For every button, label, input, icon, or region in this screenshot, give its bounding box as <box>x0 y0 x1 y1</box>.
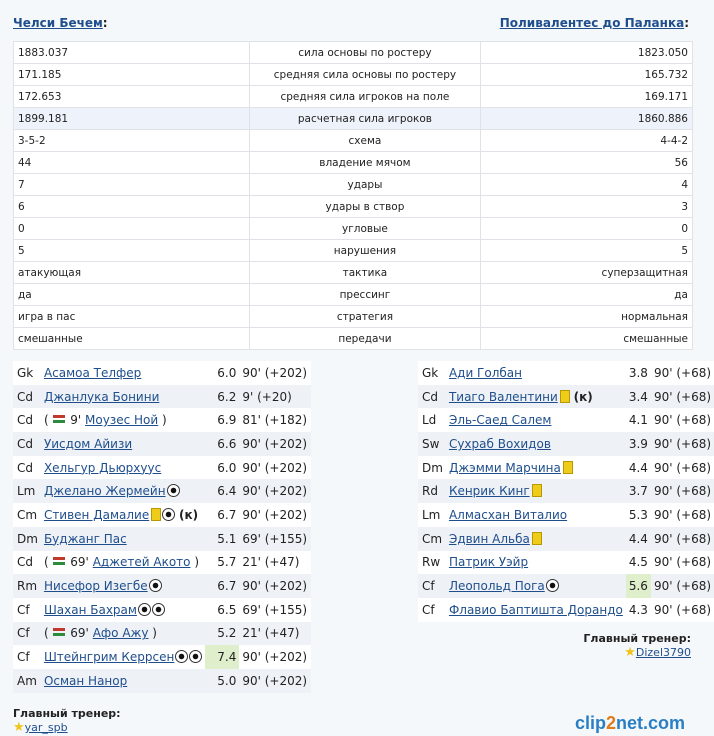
player-row <box>13 408 311 432</box>
yellow-card-icon <box>532 532 542 545</box>
player-position: Lm <box>418 503 446 527</box>
player-row <box>13 503 311 527</box>
away-stat: 0 <box>481 218 693 240</box>
player-time: 90' (+68) <box>651 574 714 598</box>
away-stat: да <box>481 284 693 306</box>
yellow-card-icon <box>151 508 161 521</box>
player-link[interactable]: Буджанг Пас <box>43 531 127 546</box>
stats-row <box>14 328 693 350</box>
player-position: Cd <box>13 432 41 456</box>
player-time: 90' (+68) <box>651 503 714 527</box>
player-time: 90' (+202) <box>239 456 311 480</box>
player-row <box>13 622 311 646</box>
stats-row <box>14 86 693 108</box>
sub-minute: 9' <box>70 413 82 428</box>
player-row <box>418 503 714 527</box>
player-link[interactable]: Аджетей Акото <box>92 555 191 570</box>
player-rating: 3.8 <box>626 361 651 385</box>
player-cell <box>446 479 626 503</box>
home-stat: 3-5-2 <box>14 130 250 152</box>
player-cell <box>446 432 626 456</box>
player-cell <box>41 361 205 385</box>
away-stat: 1860.886 <box>481 108 693 130</box>
player-position: Ld <box>418 408 446 432</box>
yellow-card-icon <box>532 484 542 497</box>
home-stat: 44 <box>14 152 250 174</box>
player-link[interactable]: Асамоа Телфер <box>43 365 142 380</box>
player-rating: 3.4 <box>626 385 651 409</box>
stat-label: схема <box>249 130 481 152</box>
stat-label: угловые <box>249 218 481 240</box>
player-cell <box>446 598 626 622</box>
stat-label: нарушения <box>249 240 481 262</box>
player-link[interactable]: Уисдом Айизи <box>43 436 133 451</box>
stats-row <box>14 240 693 262</box>
player-rating: 5.3 <box>626 503 651 527</box>
away-stat: смешанные <box>481 328 693 350</box>
player-position: Cf <box>418 598 446 622</box>
header-colon: : <box>102 16 108 30</box>
player-position: Cd <box>13 456 41 480</box>
player-link[interactable]: Алмасхан Виталио <box>448 507 568 522</box>
player-cell <box>446 503 626 527</box>
player-link[interactable]: Штейнгрим Керрсен <box>43 650 175 665</box>
away-stat: 169.171 <box>481 86 693 108</box>
player-time: 90' (+202) <box>239 669 311 693</box>
player-link[interactable]: Эль-Саед Салем <box>448 413 552 428</box>
player-cell <box>41 645 205 669</box>
home-stat: 0 <box>14 218 250 240</box>
captain-mark: (к) <box>573 389 593 404</box>
player-rating: 5.1 <box>205 527 239 551</box>
away-team-header <box>500 16 689 30</box>
player-position: Sw <box>418 432 446 456</box>
player-rating: 5.7 <box>205 551 239 575</box>
player-cell <box>41 574 205 598</box>
away-stat: 3 <box>481 196 693 218</box>
player-row <box>13 456 311 480</box>
match-stats-table <box>13 41 693 350</box>
player-cell <box>446 551 626 575</box>
player-row <box>13 479 311 503</box>
star-icon: ★ <box>13 720 25 735</box>
player-position: Cd <box>13 551 41 575</box>
player-rating: 5.6 <box>626 574 651 598</box>
player-cell <box>41 479 205 503</box>
home-stat: игра в пас <box>14 306 250 328</box>
stat-label: стратегия <box>249 306 481 328</box>
stats-row <box>14 306 693 328</box>
player-row <box>13 669 311 693</box>
player-link[interactable]: Хельгур Дьюрхуус <box>43 460 162 475</box>
yellow-card-icon <box>560 390 570 403</box>
home-stat: смешанные <box>14 328 250 350</box>
player-position: Dm <box>418 456 446 480</box>
player-time: 81' (+182) <box>239 408 311 432</box>
player-rating: 7.4 <box>205 645 239 669</box>
player-rating: 4.3 <box>626 598 651 622</box>
player-rating: 6.4 <box>205 479 239 503</box>
watermark-part: net.com <box>615 713 685 733</box>
player-rating: 3.9 <box>626 432 651 456</box>
player-rating: 4.4 <box>626 456 651 480</box>
player-cell <box>41 432 205 456</box>
player-position: Cf <box>13 645 41 669</box>
player-row <box>418 456 714 480</box>
home-stat: 5 <box>14 240 250 262</box>
player-link[interactable]: Стивен Дамалие <box>43 507 150 522</box>
home-coach-link[interactable]: yar_spb <box>24 721 68 734</box>
away-lineup-table <box>418 361 714 622</box>
sub-open-paren: ( <box>43 555 49 570</box>
away-stat: 4 <box>481 174 693 196</box>
player-row <box>13 574 311 598</box>
player-rating: 3.7 <box>626 479 651 503</box>
captain-mark: (к) <box>179 507 199 522</box>
player-position: Gk <box>13 361 41 385</box>
player-cell <box>41 408 205 432</box>
player-cell <box>446 361 626 385</box>
player-time: 90' (+68) <box>651 408 714 432</box>
player-link[interactable]: Осман Нанор <box>43 673 128 688</box>
stat-label: прессинг <box>249 284 481 306</box>
home-team-link[interactable]: Челси Бечем <box>13 16 103 30</box>
player-time: 90' (+68) <box>651 456 714 480</box>
player-time: 90' (+202) <box>239 432 311 456</box>
stat-label: средняя сила игроков на поле <box>249 86 481 108</box>
away-stat: суперзащитная <box>481 262 693 284</box>
player-cell <box>41 669 205 693</box>
player-row <box>418 574 714 598</box>
player-cell <box>446 456 626 480</box>
home-stat: 171.185 <box>14 64 250 86</box>
player-position: Rm <box>13 574 41 598</box>
sub-close-paren: ) <box>162 413 167 428</box>
player-time: 90' (+68) <box>651 385 714 409</box>
away-stat: 5 <box>481 240 693 262</box>
player-time: 90' (+68) <box>651 432 714 456</box>
player-link[interactable]: Нисефор Изегбе <box>43 579 148 594</box>
player-position: Rw <box>418 551 446 575</box>
player-row <box>418 479 714 503</box>
goal-ball-icon <box>152 603 165 616</box>
player-rating: 6.9 <box>205 408 239 432</box>
player-cell <box>41 551 205 575</box>
home-stat: 1883.037 <box>14 42 250 64</box>
player-row <box>13 598 311 622</box>
sub-minute: 69' <box>70 626 89 641</box>
player-time: 9' (+20) <box>239 385 311 409</box>
player-time: 90' (+68) <box>651 479 714 503</box>
player-cell <box>41 622 205 646</box>
player-time: 90' (+202) <box>239 479 311 503</box>
player-link[interactable]: Флавио Баптишта Дорандо <box>448 602 623 617</box>
away-stat: 4-4-2 <box>481 130 693 152</box>
player-row <box>418 361 714 385</box>
player-cell <box>41 385 205 409</box>
player-position: Am <box>13 669 41 693</box>
stat-label: расчетная сила игроков <box>249 108 481 130</box>
player-position: Dm <box>13 527 41 551</box>
sub-close-paren: ) <box>152 626 157 641</box>
player-rating: 6.0 <box>205 361 239 385</box>
player-position: Rd <box>418 479 446 503</box>
player-rating: 6.0 <box>205 456 239 480</box>
player-position: Cd <box>13 408 41 432</box>
stats-row <box>14 152 693 174</box>
player-link[interactable]: Шахан Бахрам <box>43 602 137 617</box>
player-time: 90' (+202) <box>239 503 311 527</box>
player-time: 90' (+68) <box>651 551 714 575</box>
player-cell <box>41 598 205 622</box>
player-time: 90' (+202) <box>239 645 311 669</box>
home-stat: 1899.181 <box>14 108 250 130</box>
goal-ball-icon <box>162 508 175 521</box>
player-cell <box>446 527 626 551</box>
stat-label: тактика <box>249 262 481 284</box>
stat-label: удары <box>249 174 481 196</box>
player-row <box>418 551 714 575</box>
player-position: Cf <box>13 598 41 622</box>
goal-ball-icon <box>189 650 202 663</box>
clip2net-watermark <box>575 713 685 734</box>
away-coach-link[interactable]: Dizel3790 <box>635 646 691 659</box>
stat-label: владение мячом <box>249 152 481 174</box>
player-row <box>13 361 311 385</box>
player-row <box>418 598 714 622</box>
player-link[interactable]: Джэмми Марчина <box>448 460 561 475</box>
away-stat: 1823.050 <box>481 42 693 64</box>
player-position: Cm <box>418 527 446 551</box>
goal-ball-icon <box>138 603 151 616</box>
player-cell <box>446 574 626 598</box>
stats-row <box>14 64 693 86</box>
home-lineup-table <box>13 361 311 693</box>
player-row <box>418 527 714 551</box>
player-time: 21' (+47) <box>239 551 311 575</box>
player-link[interactable]: Ади Голбан <box>448 365 522 380</box>
star-icon: ★ <box>624 645 636 660</box>
player-rating: 5.2 <box>205 622 239 646</box>
stat-label: сила основы по ростеру <box>249 42 481 64</box>
player-rating: 6.7 <box>205 574 239 598</box>
sub-minute: 69' <box>70 555 89 570</box>
player-rating: 6.6 <box>205 432 239 456</box>
sub-close-paren: ) <box>194 555 200 570</box>
player-cell <box>41 527 205 551</box>
player-position: Gk <box>418 361 446 385</box>
stats-row <box>14 108 693 130</box>
player-cell <box>446 385 626 409</box>
player-position: Cd <box>13 385 41 409</box>
substitution-icon <box>53 556 65 567</box>
home-stat: да <box>14 284 250 306</box>
coach-label: Главный тренер: <box>13 707 121 720</box>
player-cell <box>446 408 626 432</box>
player-link[interactable]: Сухраб Вохидов <box>448 436 551 451</box>
away-stat: 165.732 <box>481 64 693 86</box>
goal-ball-icon <box>175 650 188 663</box>
away-stat: нормальная <box>481 306 693 328</box>
goal-ball-icon <box>149 579 162 592</box>
player-time: 90' (+68) <box>651 598 714 622</box>
goal-ball-icon <box>167 484 180 497</box>
stats-row <box>14 218 693 240</box>
stat-label: удары в створ <box>249 196 481 218</box>
away-coach-block <box>583 632 691 660</box>
player-time: 21' (+47) <box>239 622 311 646</box>
away-stat: 56 <box>481 152 693 174</box>
yellow-card-icon <box>563 461 573 474</box>
stats-row <box>14 174 693 196</box>
away-team-link[interactable]: Поливалентес до Паланка <box>499 16 685 30</box>
header-colon: : <box>684 16 689 30</box>
player-link[interactable]: Джелано Жермейн <box>43 484 166 499</box>
player-rating: 4.1 <box>626 408 651 432</box>
player-row <box>13 432 311 456</box>
player-rating: 4.4 <box>626 527 651 551</box>
home-stat: 7 <box>14 174 250 196</box>
player-time: 90' (+202) <box>239 361 311 385</box>
home-coach-block <box>13 707 121 735</box>
player-time: 69' (+155) <box>239 598 311 622</box>
stats-row <box>14 42 693 64</box>
player-time: 90' (+68) <box>651 527 714 551</box>
player-link[interactable]: Афо Ажу <box>92 626 149 641</box>
player-link[interactable]: Тиаго Валентини <box>448 389 558 404</box>
home-stat: атакующая <box>14 262 250 284</box>
player-position: Cf <box>418 574 446 598</box>
player-link[interactable]: Патрик Уэйр <box>448 555 529 570</box>
player-time: 69' (+155) <box>239 527 311 551</box>
substitution-icon <box>53 414 65 425</box>
player-rating: 6.5 <box>205 598 239 622</box>
sub-open-paren: ( <box>43 626 49 641</box>
stats-row <box>14 284 693 306</box>
coach-label: Главный тренер: <box>583 632 691 645</box>
player-link[interactable]: Леопольд Пога <box>448 579 545 594</box>
player-rating: 5.0 <box>205 669 239 693</box>
player-rating: 6.2 <box>205 385 239 409</box>
stat-label: передачи <box>249 328 481 350</box>
player-row <box>418 432 714 456</box>
stats-row <box>14 130 693 152</box>
home-stat: 172.653 <box>14 86 250 108</box>
player-row <box>13 385 311 409</box>
goal-ball-icon <box>546 579 559 592</box>
player-row <box>13 551 311 575</box>
player-row <box>13 527 311 551</box>
stats-row <box>14 262 693 284</box>
sub-open-paren: ( <box>43 413 49 428</box>
home-stat: 6 <box>14 196 250 218</box>
player-link[interactable]: Кенрик Кинг <box>448 484 530 499</box>
player-rating: 4.5 <box>626 551 651 575</box>
watermark-part: clip <box>574 713 606 733</box>
player-position: Cm <box>13 503 41 527</box>
stats-row <box>14 196 693 218</box>
player-position: Cf <box>13 622 41 646</box>
player-row <box>418 408 714 432</box>
substitution-icon <box>53 627 65 638</box>
player-time: 90' (+68) <box>651 361 714 385</box>
player-cell <box>41 503 205 527</box>
player-rating: 6.7 <box>205 503 239 527</box>
player-row <box>418 385 714 409</box>
home-team-header <box>13 16 108 30</box>
player-link[interactable]: Эдвин Альба <box>448 531 530 546</box>
player-row <box>13 645 311 669</box>
player-position: Lm <box>13 479 41 503</box>
watermark-part: 2 <box>605 713 616 733</box>
player-position: Cd <box>418 385 446 409</box>
player-link[interactable]: Моузес Ной <box>85 413 159 428</box>
player-time: 90' (+202) <box>239 574 311 598</box>
player-link[interactable]: Джанлука Бонини <box>43 389 160 404</box>
stat-label: средняя сила основы по ростеру <box>249 64 481 86</box>
player-cell <box>41 456 205 480</box>
